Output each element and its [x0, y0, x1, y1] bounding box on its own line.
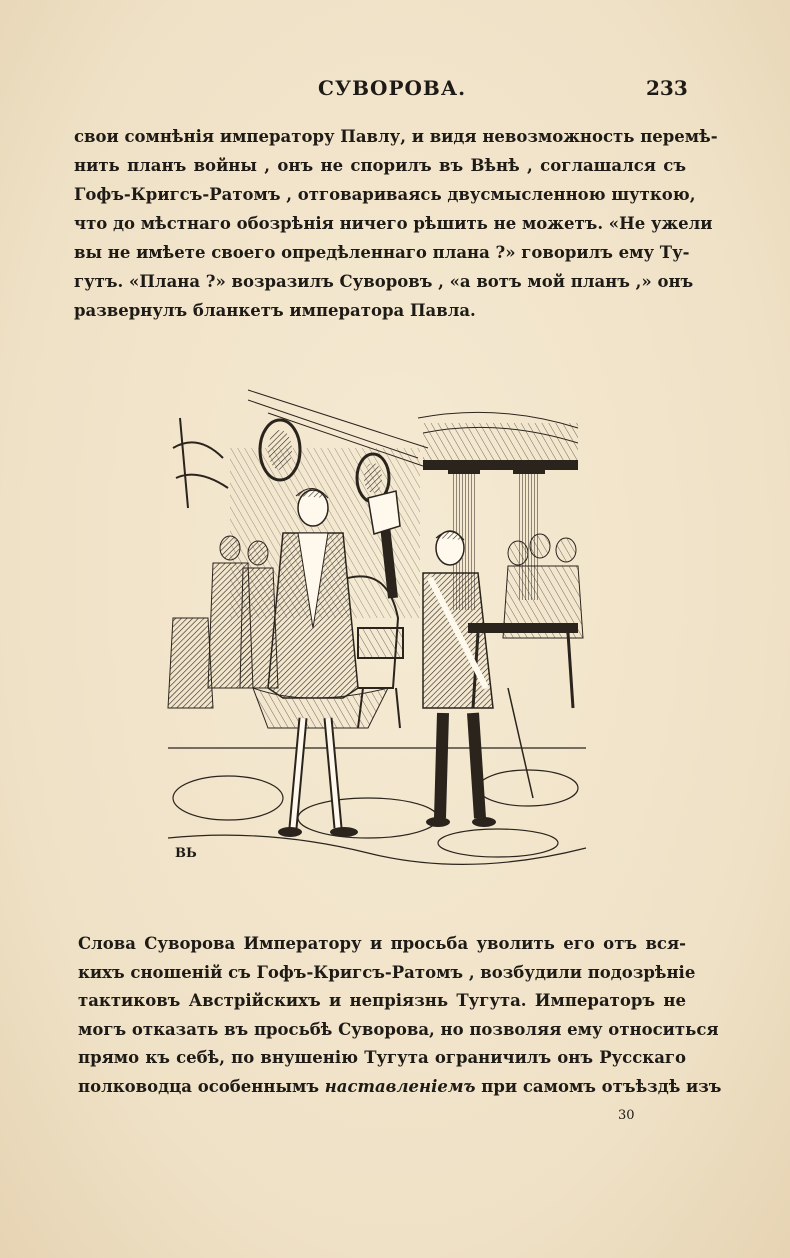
- paragraph-1: [74, 122, 718, 325]
- text-line: вы не имѣете своего опредѣленнаго плана ?» говорилъ ему Ту-: [74, 243, 690, 262]
- background-figures-left: [168, 536, 278, 708]
- text-line: свои сомнѣнія императору Павлу, и видя невозможность перемѣ-: [74, 127, 718, 146]
- text-line: [78, 1073, 722, 1102]
- text-line: что до мѣстнаго обозрѣнія ничего рѣшить не можетъ. «Не ужели: [74, 214, 713, 233]
- frieze: [423, 423, 578, 463]
- engraving-illustration: [168, 388, 586, 863]
- italic-term: наставленіемъ: [324, 1076, 476, 1096]
- running-head: СУВОРОВА.: [318, 76, 467, 100]
- text-line: тактиковъ Австрійскихъ и непріязнь Тугута. Императоръ не: [78, 991, 686, 1011]
- text-line: кихъ сношеній съ Гофъ-Кригсъ-Ратомъ , возбудили подозрѣніе: [78, 962, 696, 982]
- text-line: нить планъ войны , онъ не спорилъ въ Вѣнѣ , соглашался съ: [74, 156, 686, 175]
- text-line: прямо къ себѣ, по внушенію Тугута ограничилъ онъ Русскаго: [78, 1048, 686, 1068]
- text-line: Слова Суворова Императору и просьба уволить его отъ вся-: [78, 934, 686, 953]
- page-number: 233: [646, 76, 688, 100]
- text-line: развернулъ бланкетъ императора Павла.: [74, 301, 476, 320]
- floor: [168, 748, 586, 864]
- gathering-signature: 30: [618, 1108, 635, 1123]
- text-span: полководца особеннымъ: [78, 1076, 325, 1096]
- text-line: гутъ. «Плана ?» возразилъ Суворовъ , «а вотъ мой планъ ,» онъ: [74, 272, 694, 291]
- paragraph-2: [78, 930, 722, 1102]
- text-line: Гофъ-Кригсъ-Ратомъ , отговариваясь двусмысленною шуткою,: [74, 185, 696, 204]
- background-figures-right: [503, 534, 583, 638]
- text-span: при самомъ отъѣздѣ изъ: [475, 1076, 722, 1096]
- paper-sheet: [368, 491, 400, 534]
- artist-signature: ВЬ: [175, 846, 197, 861]
- text-line: могъ отказать въ просьбѣ Суворова, но позволяя ему относиться: [78, 1019, 719, 1039]
